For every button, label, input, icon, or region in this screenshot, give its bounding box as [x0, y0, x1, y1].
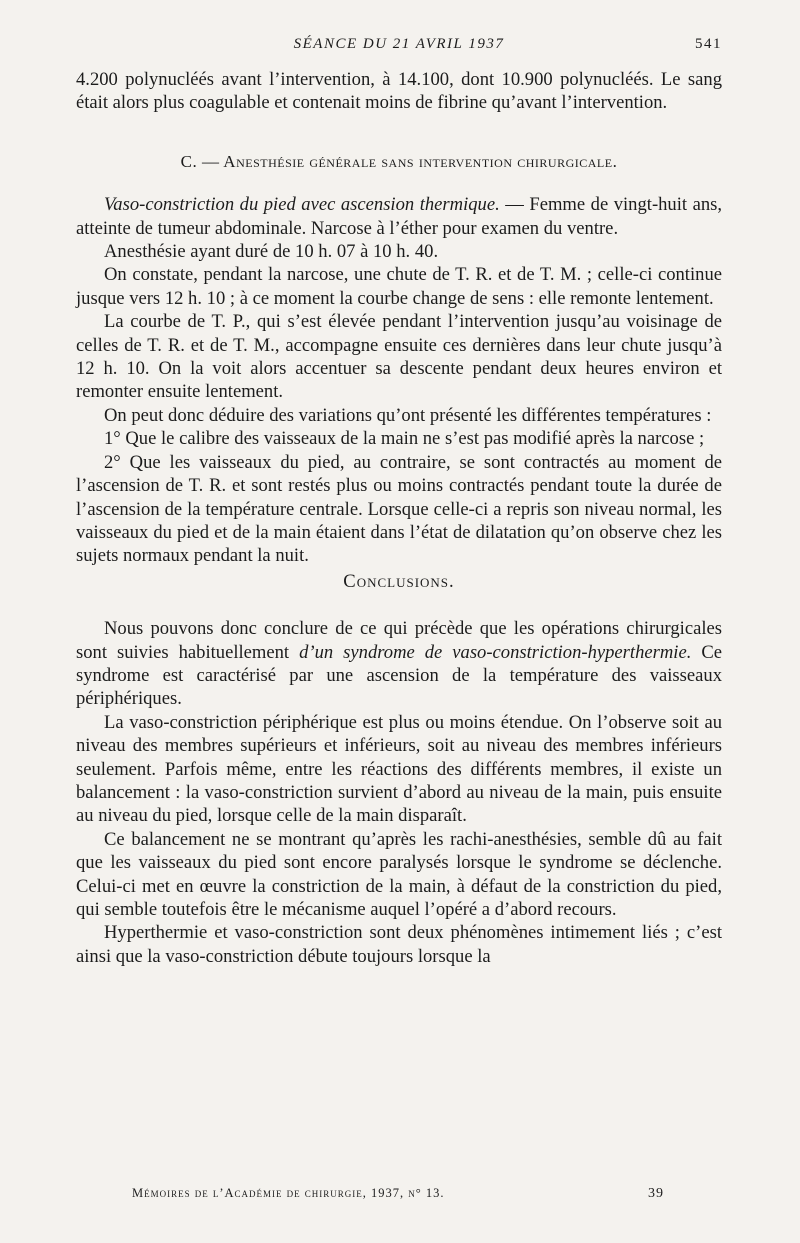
- paragraph-case: [76, 193, 722, 240]
- paragraph-point-1: 1° Que le calibre des vaisseaux de la main ne s’est pas modifié après la narcose ;: [104, 428, 705, 450]
- page-body: [76, 68, 722, 968]
- paragraph-point-2: 2° Que les vaisseaux du pied, au contraire, se sont contractés au moment de l’ascension de T. R. et sont restés plus ou moins contractés pendant toute la durée de l’ascension de la température centrale. Lorsque celle-ci a repris son niveau normal, les vaisseaux du pied et de la main étaient dans l’état de dilatation qu’on observe chez les sujets normaux pendant la nuit.: [76, 451, 722, 567]
- conclusion-1-start: Nous pouvons donc conclure de ce qui précède que les opérations chirurgicales sont suivies habituellement: [76, 618, 722, 663]
- page-number: 541: [695, 36, 722, 52]
- paragraph-anesthesia-duration: Anesthésie ayant duré de 10 h. 07 à 10 h. 40.: [104, 241, 439, 263]
- case-title: Vaso-constriction du pied avec ascension thermique.: [104, 194, 500, 216]
- running-header: [76, 36, 722, 58]
- paragraph-continuation: 4.200 polynucléés avant l’intervention, à 14.100, dont 10.900 polynucléés. Le sang était alors plus coagulable et contenait moins de fibrine qu’avant l’intervention.: [76, 69, 722, 114]
- syndrome-term: d’un syndrome de vaso-constriction-hyperthermie.: [299, 641, 692, 663]
- paragraph-conclusion-2: La vaso-constriction périphérique est plus ou moins étendue. On l’observe soit au niveau des membres supérieurs et inférieurs, soit au niveau des membres inférieurs seulement. Parfois même, entre les réactions des différents membres, il existe un balancement : la vaso-constriction survient d’abord au niveau de la main, puis ensuite au niveau du pied, lorsque celle de la main disparaît.: [76, 711, 722, 827]
- header-title: SÉANCE DU 21 AVRIL 1937: [293, 36, 505, 52]
- paragraph-conclusion-1: [76, 617, 722, 711]
- paragraph-tp-curve: La courbe de T. P., qui s’est élevée pendant l’intervention jusqu’au voisinage de celles de T. R. et de T. M., accompagne ensuite ces dernières dans leur chute jusqu’à 12 h. 10. On la voit alors accentuer sa descente pendant deux heures environ et remonter ensuite lentement.: [76, 311, 722, 403]
- paragraph-conclusion-3: Ce balancement ne se montrant qu’après les rachi-anesthésies, semble dû au fait que les vaisseaux du pied sont encore paralysés lorsque le syndrome se déclenche. Celui-ci met en œuvre la constriction de la main, à défaut de la constriction du pied, qui semble toutefois être le mécanisme auquel l’opéré a d’abord recours.: [76, 828, 722, 920]
- paragraph-deduction: On peut donc déduire des variations qu’ont présenté les différentes températures :: [104, 404, 712, 426]
- conclusions-heading: Conclusions.: [343, 570, 455, 592]
- paragraph-observation: On constate, pendant la narcose, une chute de T. R. et de T. M. ; celle-ci continue jusque vers 12 h. 10 ; à ce moment la courbe change de sens : elle remonte lentement.: [76, 264, 722, 309]
- conclusion-1-end: Ce syndrome est caractérisé par une ascension de la température des vaisseaux périphériques.: [76, 641, 722, 710]
- case-description: — Femme de vingt-huit ans, atteinte de tumeur abdominale. Narcose à l’éther pour examen du ventre.: [76, 194, 723, 239]
- footer-journal: Mémoires de l’Académie de chirurgie, 1937, n° 13.: [132, 1186, 445, 1200]
- footer-signature: 39: [648, 1186, 664, 1201]
- page-footer: [76, 1186, 722, 1206]
- paragraph-conclusion-4: Hyperthermie et vaso-constriction sont deux phénomènes intimement liés ; c’est ainsi que la vaso-constriction débute toujours lorsque la: [76, 922, 722, 967]
- section-heading-c: C. — Anesthésie générale sans intervention chirurgicale.: [180, 151, 618, 171]
